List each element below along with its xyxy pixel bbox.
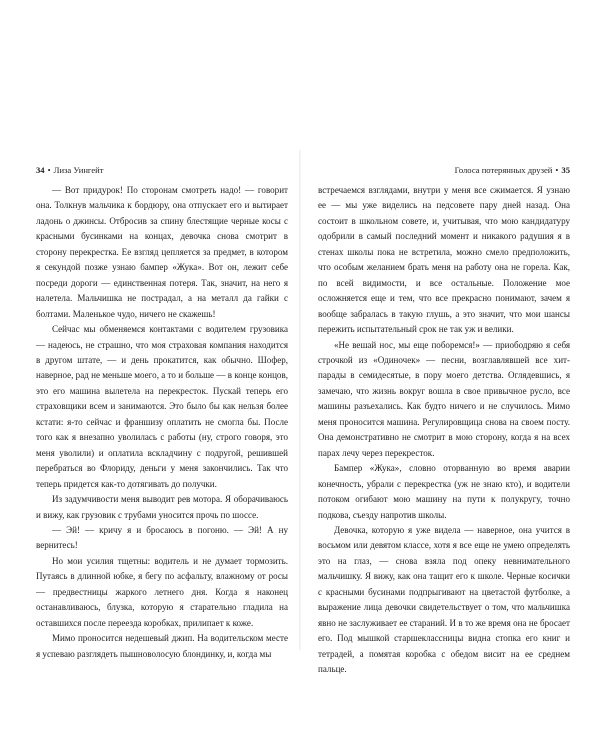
left-running-head — [36, 165, 288, 176]
left-paragraph: Сейчас мы обменяемся контактами с водителем грузовика — надеюсь, не страшно, что моя страховая компания находится в другом штате, — и день прокатится, как обычно. Шофер, наверное, рад не меньше моего, а то и больше — в конце концов, это его машина вылетела на перекресток. Пускай теперь его страховщики всем и занимаются. Это было бы как нельзя более кстати: я-то сейчас и франшизу оплатить не смогла бы. После того как я внезапно уволилась с работы (ну, строго говоря, это меня уволили) и оплатила вскладчину с подругой, решившей перебраться во Флориду, деньги у меня закончились. Так что теперь придется как-то дотягивать до получки. — [36, 324, 288, 489]
right-running-head-title: Голоса потерянных друзей — [454, 165, 553, 175]
left-page-number: 34 — [36, 165, 45, 175]
left-head-separator: • — [47, 165, 51, 175]
left-page — [36, 165, 288, 662]
left-paragraph: — Вот придурок! По сторонам смотреть надо! — говорит она. Толкнув мальчика к бордюру, она отпускает его и вытирает ладонь о джинсы. Отбросив за спину блестящие черные косы с красными бусинками на концах, девочка снова смотрит в сторону перекрестка. Ее взгляд цепляется за предмет, в котором я секундой позже узнаю бампер «Жука». Вот он, лежит себе посреди дороги — единственная потеря. Так, значит, на него я налетела. Мальчишка не пострадал, а на металл да гайки с болтами. Маленькое чудо, ничего не скажешь! — [36, 185, 288, 319]
right-paragraph: встречаемся взглядами, внутри у меня все сжимается. Я узнаю ее — мы уже виделись на педсовете пару дней назад. Она состоит в школьном совете, и, учитывая, что мою кандидатуру одобрили в самый последний момент и никакого радушия я в стенах школы пока не встретила, можно смело предположить, что особым желанием брать меня на работу она не горела. Как, по всей видимости, и все остальные. Положение мое осложняется еще и тем, что все прекрасно понимают, зачем я вообще забралась в такую глушь, а это значит, что мои шансы пережить испытательный срок не так уж и велики. — [318, 185, 570, 335]
right-page — [318, 165, 570, 678]
book-gutter — [299, 150, 301, 650]
left-paragraph: — Эй! — кричу я и бросаюсь в погоню. — Эй! А ну вернитесь! — [36, 524, 288, 551]
right-page-number: 35 — [561, 165, 570, 175]
left-paragraph: Мимо проносится недешевый джип. На водительском месте я успеваю разглядеть пышноволосую блондинку, и, когда мы — [36, 633, 288, 659]
left-running-head-title: Лиза Уингейт — [53, 165, 104, 175]
right-running-head — [318, 165, 570, 176]
left-paragraph: Из задумчивости меня выводит рев мотора. Я оборачиваюсь и вижу, как грузовик с трубами уносится прочь по шоссе. — [36, 494, 288, 520]
right-paragraph: Бампер «Жука», словно оторванную во время аварии конечность, убрали с перекрестка (уж не знаю кто), и водители потоком огибают мою машину на пути к полукругу, точно подкова, съезду напротив школы. — [318, 463, 570, 520]
left-paragraph: Но мои усилия тщетны: водитель и не думает тормозить. Путаясь в длинной юбке, я бегу по асфальту, влажному от росы — предвестницы жаркого летнего дня. Когда я наконец останавливаюсь, блузка, которую я старательно гладила на оставшихся после переезда коробках, прилипает к коже. — [36, 555, 288, 628]
right-paragraph: Девочка, которую я уже видела — наверное, она учится в восьмом или девятом классе, хотя я все еще не умею определять это на глаз, — снова взяла под опеку невнимательного мальчишку. Я вижу, как она тащит его к школе. Черные косички с красными бусинами подпрыгивают на цветастой футболке, а выражение лица девочки свидетельствует о том, что мальчишка явно не заслуживает ее стараний. И в то же время она не бросает его. Под мышкой старшеклассницы видна стопка его книг и тетрадей, а помятая коробка с обедом висит на ее среднем пальце. — [318, 524, 570, 675]
right-head-separator: • — [555, 165, 559, 175]
right-paragraph: «Не вешай нос, мы еще поборемся!» — приободряю я себя строчкой из «Одиночек» — песни, возглавлявшей все хит-парады в семидесятые, в пору моего детства. Оглядевшись, я замечаю, что жизнь вокруг вошла в свое привычное русло, все машины разъехались. Как будто ничего и не случилось. Мимо меня проносится машина. Регулировщица снова на своем посту. Она демонстративно не смотрит в мою сторону, когда я на всех парах лечу через перекресток. — [318, 339, 570, 458]
